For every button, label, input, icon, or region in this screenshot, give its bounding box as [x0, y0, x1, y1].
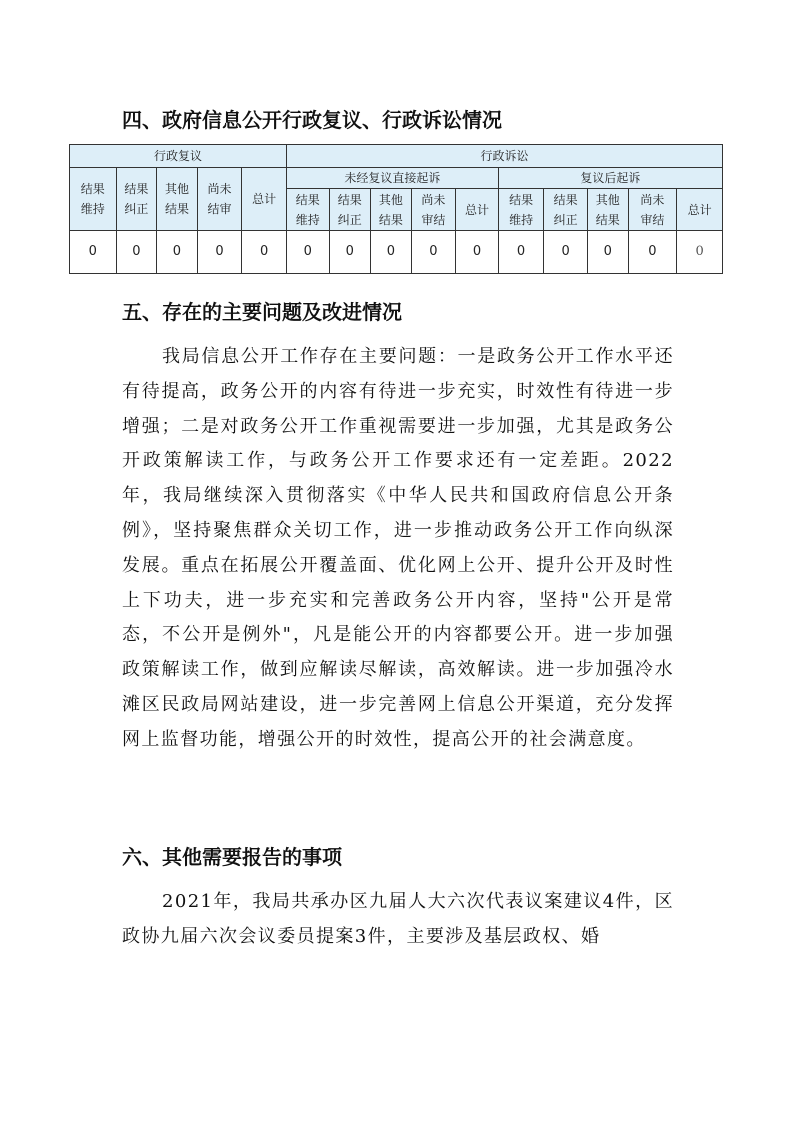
table-cell: 0 — [456, 231, 499, 274]
table-cell: 0 — [157, 231, 198, 274]
table-cell: 0 — [116, 231, 157, 274]
review-col-other: 其他 结果 — [157, 168, 198, 231]
review-col-total: 总计 — [242, 168, 287, 231]
header-direct-suit: 未经复议直接起诉 — [286, 168, 498, 189]
direct-col-total: 总计 — [456, 189, 499, 231]
table-cell: 0 — [544, 231, 588, 274]
review-col-pending: 尚未 结审 — [197, 168, 242, 231]
direct-col-upheld: 结果 维持 — [286, 189, 329, 231]
section-4-title: 四、政府信息公开行政复议、行政诉讼情况 — [122, 108, 502, 132]
header-admin-review: 行政复议 — [70, 145, 287, 168]
direct-col-corrected: 结果 纠正 — [329, 189, 371, 231]
table-cell: 0 — [677, 231, 723, 274]
header-admin-litigation: 行政诉讼 — [286, 145, 722, 168]
table-cell: 0 — [242, 231, 287, 274]
table-cell: 0 — [587, 231, 628, 274]
table-row — [70, 231, 723, 274]
table-cell: 0 — [628, 231, 677, 274]
review-col-upheld: 结果 维持 — [70, 168, 117, 231]
table-cell: 0 — [498, 231, 544, 274]
direct-col-other: 其他 结果 — [371, 189, 412, 231]
table-cell: 0 — [70, 231, 117, 274]
section-5-paragraph: 我局信息公开工作存在主要问题：一是政务公开工作水平还有待提高，政务公开的内容有待进一步充实，时效性有待进一步增强；二是对政务公开工作重视需要进一步加强，尤其是政务公开政策解读工作，与政务公开工作要求还有一定差距。2022年，我局继续深入贯彻落实《中华人民共和国政府信息公开条例》，坚持聚焦群众关切工作，进一步推动政务公开工作向纵深发展。重点在拓展公开覆盖面、优化网上公开、提升公开及时性上下功夫，进一步充实和完善政务公开内容，坚持"公开是常态，不公开是例外"，凡是能公开的内容都要公开。进一步加强政策解读工作，做到应解读尽解读，高效解读。进一步加强冷水滩区民政局网站建设，进一步完善网上信息公开渠道，充分发挥网上监督功能，增强公开的时效性，提高公开的社会满意度。 — [122, 346, 674, 750]
table-cell: 0 — [197, 231, 242, 274]
after-col-upheld: 结果 维持 — [498, 189, 544, 231]
after-col-pending: 尚未 审结 — [628, 189, 677, 231]
section-6-paragraph: 2021年，我局共承办区九届人大六次代表议案建议4件，区政协九届六次会议委员提案3件，主要涉及基层政权、婚 — [122, 891, 674, 947]
review-col-corrected: 结果 纠正 — [116, 168, 157, 231]
after-col-other: 其他 结果 — [587, 189, 628, 231]
section-6-title: 六、其他需要报告的事项 — [122, 845, 342, 869]
table-cell: 0 — [411, 231, 456, 274]
header-suit-after-review: 复议后起诉 — [498, 168, 722, 189]
after-col-corrected: 结果 纠正 — [544, 189, 588, 231]
table-cell: 0 — [286, 231, 329, 274]
review-litigation-table — [69, 144, 723, 274]
direct-col-pending: 尚未 审结 — [411, 189, 456, 231]
after-col-total: 总计 — [677, 189, 723, 231]
section-5-title: 五、存在的主要问题及改进情况 — [122, 300, 402, 324]
table-cell: 0 — [371, 231, 412, 274]
table-cell: 0 — [329, 231, 371, 274]
